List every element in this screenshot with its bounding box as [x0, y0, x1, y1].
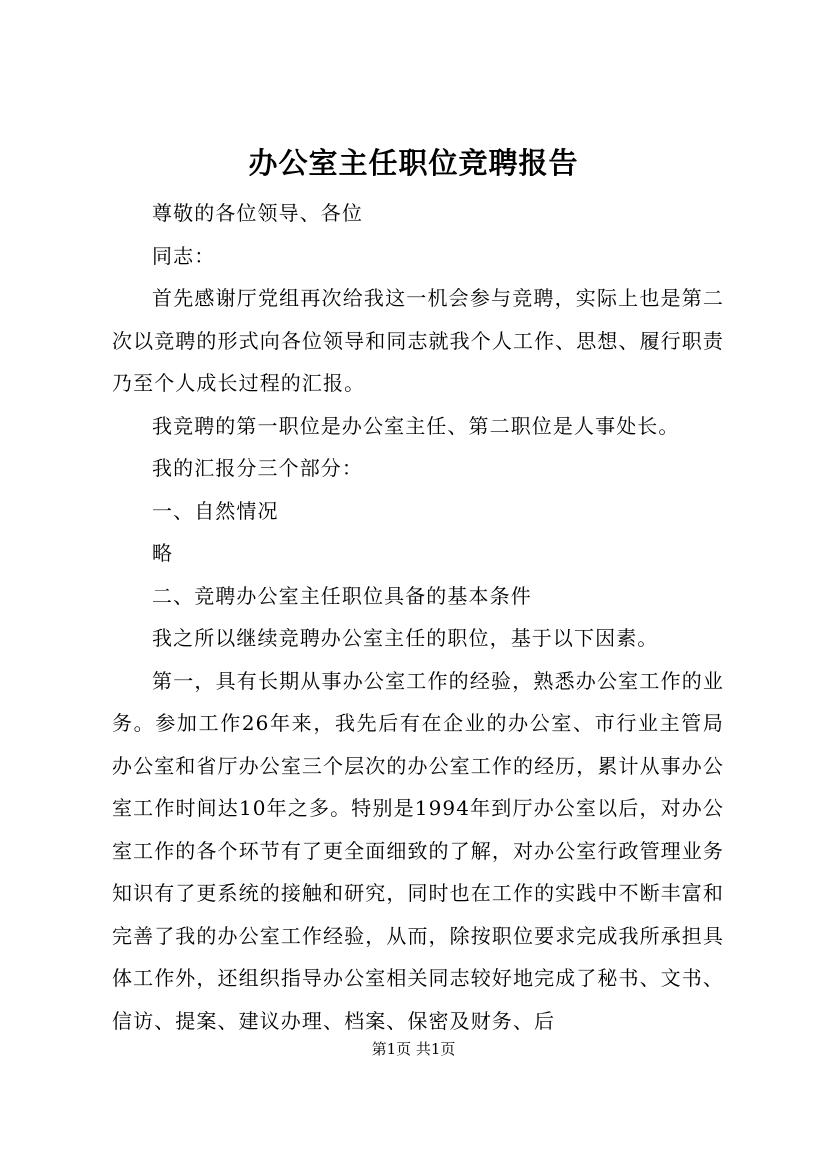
paragraph-reasons: 我之所以继续竞聘办公室主任的职位，基于以下因素。: [152, 626, 659, 650]
paragraph-first-reason: 第一，具有长期从事办公室工作的经验，熟悉办公室工作的业务。参加工作26年来，我先后有在企业的办公室、市行业主管局办公室和省厅办公室三个层次的办公室工作的经历，累计从事办公室工作时间达10年之多。特别是1994年到厅办公室以后，对办公室工作的各个环节有了更全面细致的了解，对办公室行政管理业务知识有了更系统的接触和研究，同时也在工作的实践中不断丰富和完善了我的办公室工作经验，从而，除按职位要求完成我所承担具体工作外，还组织指导办公室相关同志较好地完成了秘书、文书、信访、提案、建议办理、档案、保密及财务、后: [112, 668, 724, 1033]
paragraph-omitted: 略: [152, 541, 174, 565]
paragraph-outline: 我的汇报分三个部分：: [152, 456, 363, 480]
section-heading-2: 二、竞聘办公室主任职位具备的基本条件: [152, 583, 532, 608]
document-title: 办公室主任职位竞聘报告: [248, 146, 579, 180]
paragraph-salutation: 尊敬的各位领导、各位: [152, 201, 363, 225]
document-body: [112, 192, 724, 1042]
section-heading-1: 一、自然情况: [152, 498, 279, 523]
page-footer: 第1页 共1页: [371, 1040, 456, 1058]
paragraph-intro: 首先感谢厅党组再次给我这一机会参与竞聘，实际上也是第二次以竞聘的形式向各位领导和同志就我个人工作、思想、履行职责乃至个人成长过程的汇报。: [112, 286, 724, 395]
paragraph-salutation-cont: 同志：: [152, 243, 216, 268]
paragraph-positions: 我竞聘的第一职位是办公室主任、第二职位是人事处长。: [152, 413, 680, 438]
